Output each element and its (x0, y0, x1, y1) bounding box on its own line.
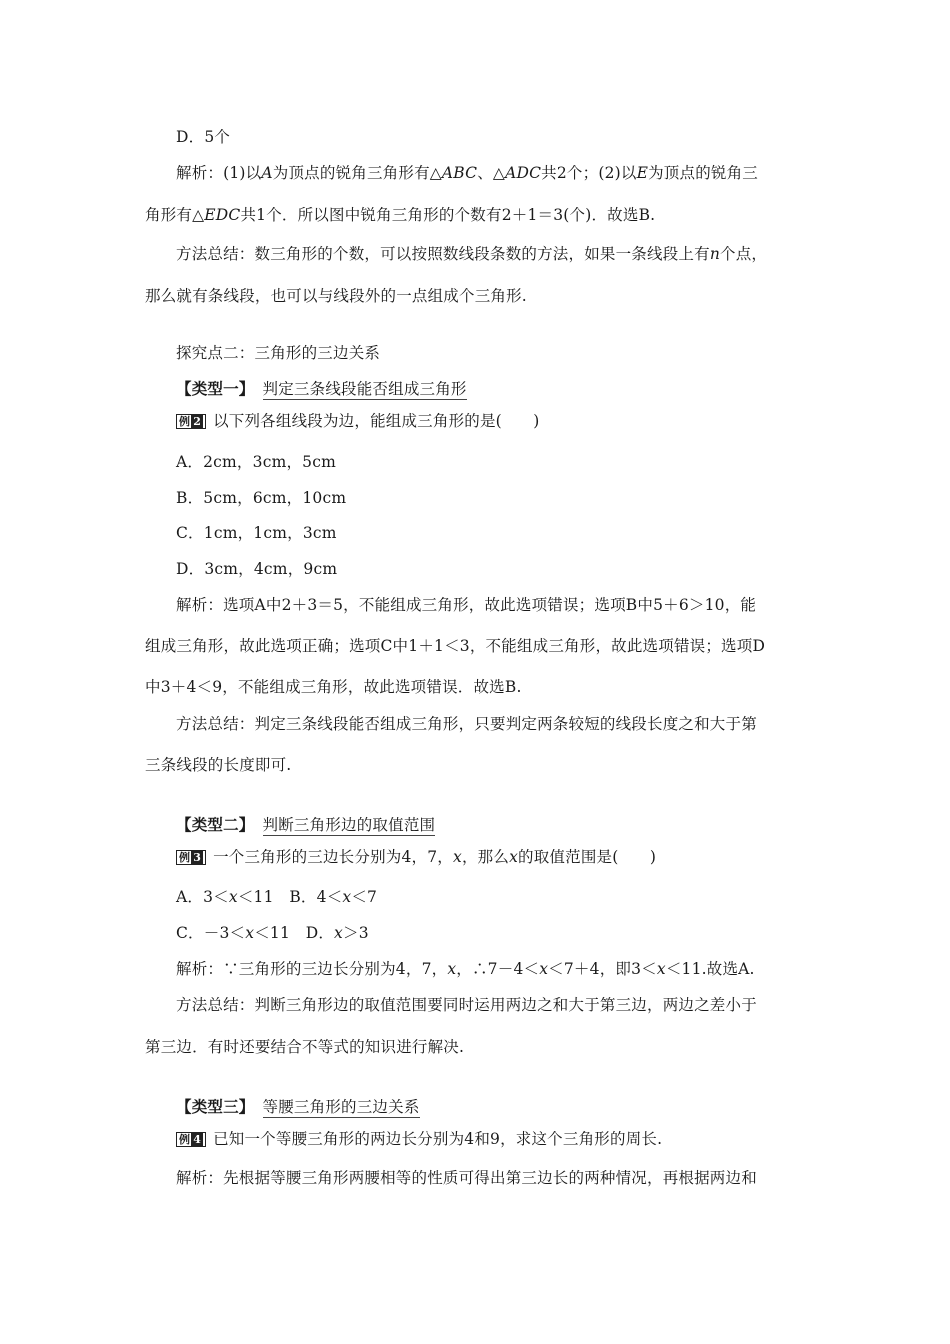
text: ＜7 (351, 888, 378, 906)
text: 方法总结：判断三角形边的取值范围要同时运用两边之和大于第三边，两边之差小于 (176, 996, 757, 1014)
example-badge (176, 414, 206, 429)
text: 解析：先根据等腰三角形两腰相等的性质可得出第三边长的两种情况，再根据两边和 (176, 1169, 757, 1187)
var-edc: EDC (204, 206, 241, 224)
text: 共2个；(2)以 (541, 164, 637, 182)
type1-label: 【类型一】 (176, 379, 255, 398)
ex2-analysis-2 (145, 635, 815, 657)
text: 个点， (720, 245, 768, 263)
text: ＜11.故选A. (665, 960, 755, 978)
type3-heading (176, 1096, 846, 1118)
var-adc: ADC (505, 164, 542, 182)
badge-text: 例 (179, 1133, 191, 1146)
section-title: 探究点二：三角形的三边关系 (176, 344, 381, 362)
example4-question (176, 1128, 846, 1150)
question-text: 已知一个等腰三角形的两边长分别为4和9，求这个三角形的周长. (213, 1130, 663, 1148)
option-a (176, 451, 846, 473)
option-d-line (176, 126, 846, 148)
option-text: A．2cm，3cm，5cm (176, 453, 337, 471)
example-badge (176, 850, 206, 865)
text: 组成三角形，故此选项正确；选项C中1＋1＜3，不能组成三角形，故此选项错误；选项D (145, 637, 766, 655)
type2-label: 【类型二】 (176, 815, 255, 834)
var-x: x (447, 960, 457, 978)
badge-num: 4 (193, 1133, 202, 1146)
type2-heading (176, 814, 846, 836)
question-text: 以下列各组线段为边，能组成三角形的是( ) (213, 412, 540, 430)
option-b (176, 487, 846, 509)
text: 方法总结：数三角形的个数，可以按照数线段条数的方法，如果一条线段上有 (176, 245, 710, 263)
analysis-line-1 (176, 162, 846, 184)
example2-question (176, 410, 846, 432)
option-text: B．5cm，6cm，10cm (176, 489, 347, 507)
var-x: x (228, 888, 238, 906)
var-n: n (709, 245, 720, 263)
var-x: x (509, 848, 519, 866)
ex3-analysis (176, 958, 846, 980)
badge-num: 2 (193, 415, 202, 428)
var-a: A (261, 164, 273, 182)
text: 第三边．有时还要结合不等式的知识进行解决. (145, 1038, 465, 1056)
ex2-analysis-3 (145, 676, 815, 698)
type1-title: 判定三条线段能否组成三角形 (262, 380, 467, 398)
summary-line-2 (145, 285, 815, 307)
var-x: x (342, 888, 352, 906)
text: 共1个．所以图中锐角三角形的个数有2＋1＝3(个)．故选B. (240, 206, 656, 224)
text: ＜7＋4，即3＜ (548, 960, 657, 978)
option-d-text: D．5个 (176, 128, 231, 146)
section-heading (176, 342, 846, 364)
text: ＜11 D． (254, 924, 335, 942)
text: 解析：(1)以 (176, 164, 262, 182)
ex3-summary-2 (145, 1036, 815, 1058)
text: 角形有△ (145, 206, 205, 224)
option-d (176, 558, 846, 580)
text: 那么就有条线段，也可以与线段外的一点组成个三角形. (145, 287, 527, 305)
text: C．－3＜ (176, 924, 246, 942)
type2-title: 判断三角形边的取值范围 (262, 816, 436, 834)
type3-label: 【类型三】 (176, 1097, 255, 1116)
text: 、△ (477, 164, 506, 182)
option-c (176, 522, 846, 544)
ex2-analysis-1 (176, 594, 846, 616)
text: ，∴7－4＜ (456, 960, 540, 978)
text: ＞3 (343, 924, 369, 942)
var-abc: ABC (441, 164, 478, 182)
type1-heading (176, 378, 846, 400)
ex3-options-1 (176, 886, 846, 908)
text: 中3＋4＜9，不能组成三角形，故此选项错误．故选B. (145, 678, 522, 696)
var-x: x (656, 960, 666, 978)
text: 为顶点的锐角三 (648, 164, 758, 182)
text: ，那么 (461, 848, 510, 866)
text: 为顶点的锐角三角形有△ (272, 164, 442, 182)
badge-text: 例 (179, 851, 191, 864)
text: A．3＜ (176, 888, 229, 906)
text: 解析：选项A中2＋3＝5，不能组成三角形，故此选项错误；选项B中5＋6＞10，能 (176, 596, 757, 614)
text: ＜11 B．4＜ (237, 888, 343, 906)
ex2-summary-1 (176, 713, 846, 735)
text: 的取值范围是( ) (518, 848, 657, 866)
text: 三条线段的长度即可. (145, 756, 292, 774)
var-x: x (245, 924, 255, 942)
text: 解析：∵三角形的三边长分别为4，7， (176, 960, 448, 978)
example-badge (176, 1132, 206, 1147)
var-e: E (636, 164, 649, 182)
example3-question (176, 846, 846, 868)
type3-title: 等腰三角形的三边关系 (262, 1098, 420, 1116)
badge-num: 3 (193, 851, 202, 864)
var-x: x (334, 924, 343, 942)
badge-text: 例 (179, 415, 191, 428)
summary-line-1 (176, 243, 846, 265)
ex4-analysis-1 (176, 1167, 846, 1189)
var-x: x (453, 848, 462, 866)
option-text: D．3cm，4cm，9cm (176, 560, 338, 578)
var-x: x (539, 960, 549, 978)
ex3-options-2 (176, 922, 846, 944)
text: 一个三角形的三边长分别为4，7， (213, 848, 453, 866)
text: 方法总结：判定三条线段能否组成三角形，只要判定两条较短的线段长度之和大于第 (176, 715, 757, 733)
ex3-summary-1 (176, 994, 846, 1016)
analysis-line-2 (145, 204, 815, 226)
ex2-summary-2 (145, 754, 815, 776)
option-text: C．1cm，1cm，3cm (176, 524, 337, 542)
